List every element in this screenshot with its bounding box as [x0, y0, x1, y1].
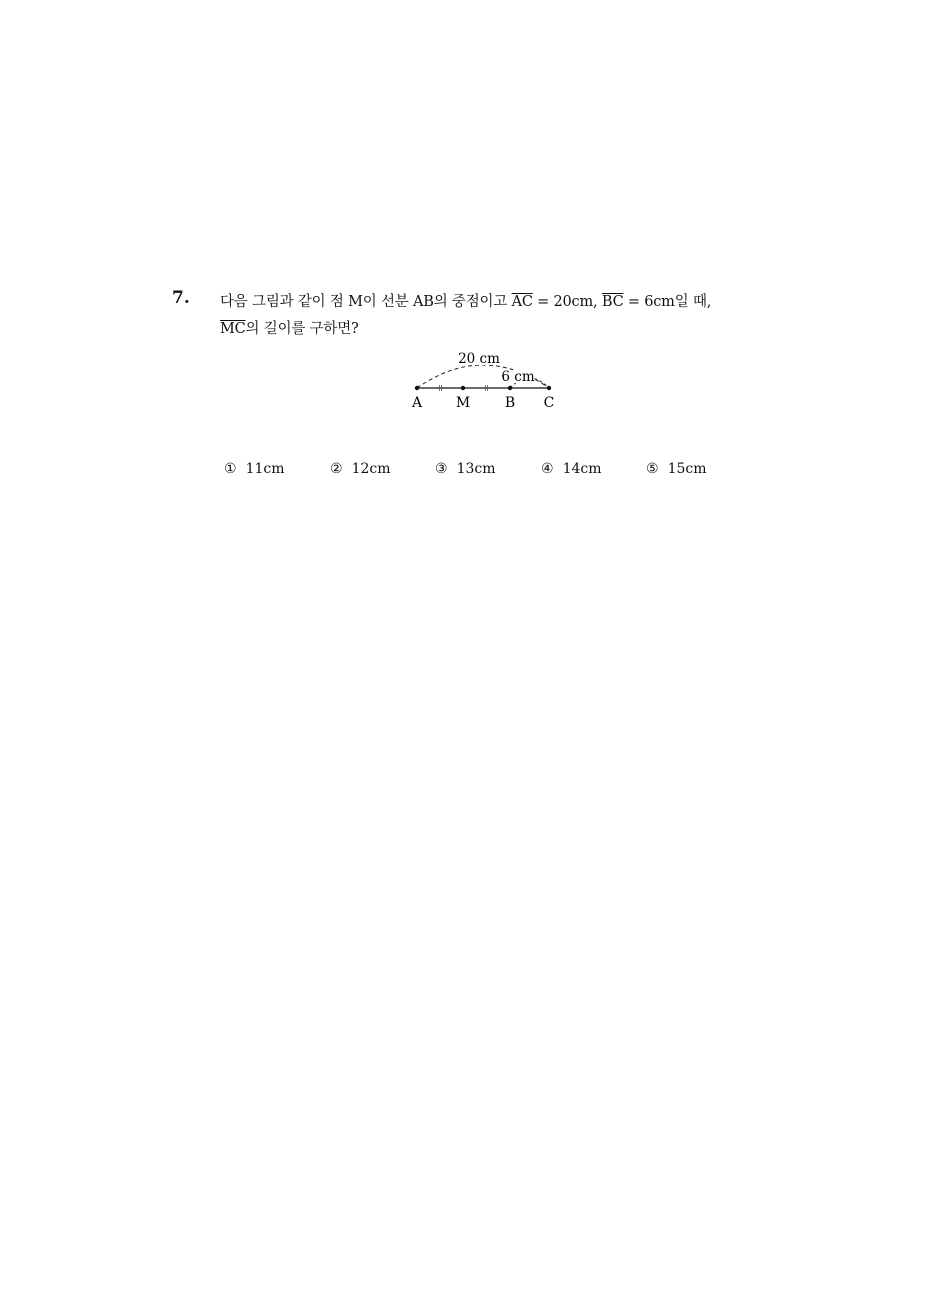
- question-text-a: 다음 그림과 같이 점 M이 선분 AB의 중점이고: [220, 294, 512, 310]
- question-line-1: [220, 290, 711, 311]
- choice-2-marker: ②: [330, 461, 343, 477]
- question-text-b: = 20cm,: [532, 294, 602, 310]
- choice-4-text: 14cm: [562, 461, 602, 477]
- line-segment-figure: [400, 345, 570, 415]
- choice-3-marker: ③: [435, 461, 448, 477]
- label-b: B: [504, 395, 516, 411]
- choice-3[interactable]: [435, 461, 496, 477]
- choice-2[interactable]: [330, 461, 391, 477]
- segment-bc: $\overline{BC}$: [601, 294, 624, 310]
- choice-1-marker: ①: [224, 461, 237, 477]
- label-m: M: [455, 395, 471, 411]
- choice-3-text: 13cm: [456, 461, 496, 477]
- point-b: [508, 386, 512, 390]
- choice-5[interactable]: [646, 461, 707, 477]
- label-c: C: [543, 395, 555, 411]
- question-text-c: = 6cm일 때,: [623, 294, 712, 310]
- choice-1[interactable]: [224, 461, 285, 477]
- question-number: 7.: [172, 288, 190, 308]
- point-m: [461, 386, 465, 390]
- point-c: [547, 386, 551, 390]
- choice-4-marker: ④: [541, 461, 554, 477]
- question-line-2: [220, 317, 359, 338]
- choice-4[interactable]: [541, 461, 602, 477]
- choice-1-text: 11cm: [245, 461, 285, 477]
- segment-mc: $\overline{MC}$: [220, 321, 246, 337]
- choice-5-text: 15cm: [667, 461, 707, 477]
- choice-2-text: 12cm: [351, 461, 391, 477]
- answer-choices: [224, 461, 754, 483]
- point-a: [415, 386, 419, 390]
- choice-5-marker: ⑤: [646, 461, 659, 477]
- label-a: A: [411, 395, 423, 411]
- question-text-line2: 의 길이를 구하면?: [245, 321, 359, 337]
- segment-ac: $\overline{AC}$: [511, 294, 533, 310]
- label-bc: 6 cm: [501, 369, 535, 385]
- label-ac: 20 cm: [458, 351, 500, 367]
